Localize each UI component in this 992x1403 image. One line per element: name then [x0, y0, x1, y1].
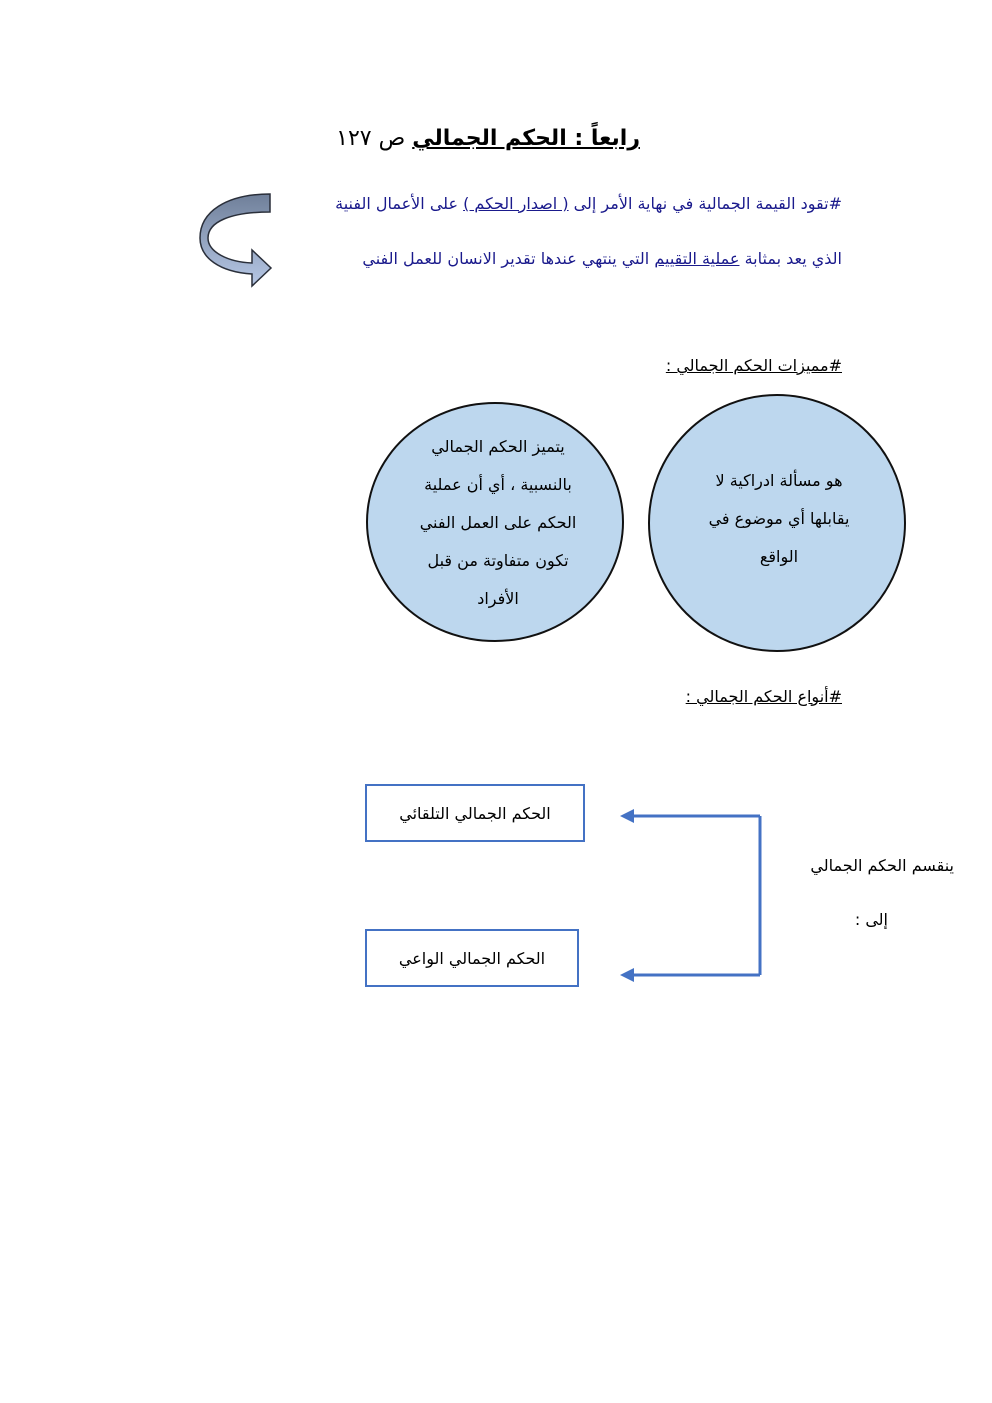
arrow-head-bottom-icon [620, 968, 634, 982]
arrow-head-top-icon [620, 809, 634, 823]
intro-line-1-end: على الأعمال الفنية [335, 194, 458, 213]
intro-line-2-underlined: عملية التقييم [654, 249, 740, 268]
types-heading: #أنواع الحكم الجمالي : [685, 687, 842, 706]
title-page-ref: ص ١٢٧ [336, 126, 406, 151]
connector-lines [632, 816, 760, 975]
intro-line-1 [282, 194, 842, 213]
intro-line-2 [282, 249, 842, 268]
intro-line-1-start: #تقود القيمة الجمالية في نهاية الأمر إلى [573, 194, 842, 213]
intro-line-2-start: الذي يعد بمثابة [744, 249, 842, 268]
page-title [330, 126, 640, 151]
intro-line-1-underlined: ( اصدار الحكم ) [463, 194, 569, 213]
type-box-spontaneous: الحكم الجمالي التلقائي [365, 784, 585, 842]
feature-circle-left [366, 402, 624, 642]
divides-label: ينقسم الحكم الجمالي [810, 856, 954, 875]
features-heading: #مميزات الحكم الجمالي : [665, 356, 842, 375]
title-main: رابعاً : الحكم الجمالي [412, 126, 640, 151]
curved-arrow-shape [200, 194, 271, 286]
type-box-conscious: الحكم الجمالي الواعي [365, 929, 579, 987]
feature-circle-right [648, 394, 906, 652]
feature-circle-left-text: يتميز الحكم الجمالي بالنسبية ، أي أن عملية الحكم على العمل الفني تكون متفاوتة من قبل الأفراد [419, 437, 577, 608]
intro-line-2-end: التي ينتهي عندها تقدير الانسان للعمل الفني [362, 249, 650, 268]
feature-circle-right-text: هو مسألة ادراكية لا يقابلها أي موضوع في الواقع [708, 471, 850, 566]
into-label: إلى : [854, 910, 888, 929]
